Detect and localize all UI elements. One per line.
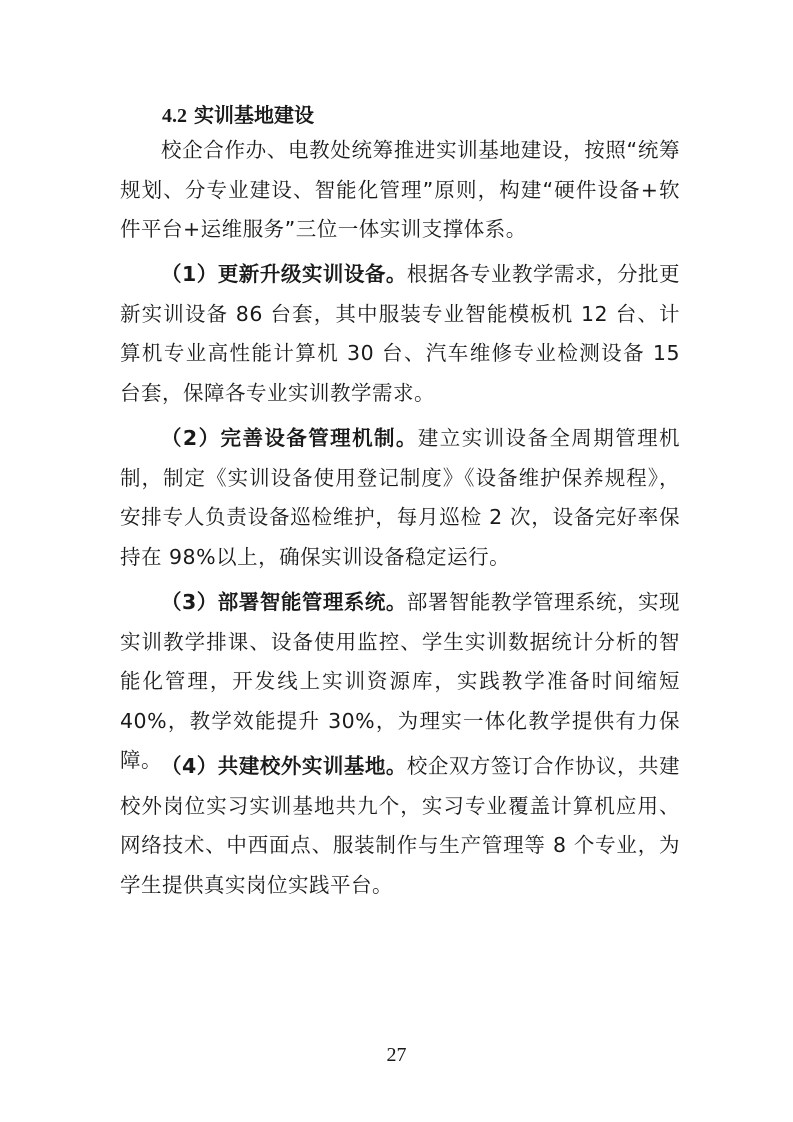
paragraph-text: 建立实训设备全周期管理机制，制定《实训设备使用登记制度》《设备维护保养规程》，安排专人负责设备巡检维护，每月巡检 2 次，设备完好率保持在 98%以上，确保实训设备稳定运行。 bbox=[120, 426, 680, 569]
paragraph-text: 校企合作办、电教处统筹推进实训基地建设，按照“统筹规划、分专业建设、智能化管理”原则，构建“硬件设备+软件平台+运维服务”三位一体实训支撑体系。 bbox=[120, 138, 680, 241]
section-heading bbox=[162, 101, 314, 130]
paragraph-text: 根据各专业教学需求，分批更新实训设备 86 台套，其中服装专业智能模板机 12 台、计算机专业高性能计算机 30 台、汽车维修专业检测设备 15 台套，保障各专业实训教学需求。 bbox=[120, 262, 681, 405]
paragraph-management-mechanism bbox=[120, 419, 680, 577]
intro-paragraph bbox=[120, 131, 680, 250]
page-number: 27 bbox=[386, 1044, 407, 1066]
section-number: 4.2 bbox=[162, 105, 187, 127]
paragraph-lead: （3）部署智能管理系统。 bbox=[161, 590, 407, 614]
paragraph-external-base bbox=[120, 747, 680, 905]
paragraph-equipment-upgrade bbox=[120, 255, 680, 413]
paragraph-lead: （2）完善设备管理机制。 bbox=[161, 426, 418, 450]
paragraph-text: 校企双方签订合作协议，共建校外岗位实习实训基地共九个，实习专业覆盖计算机应用、网络技术、中西面点、服装制作与生产管理等 8 个专业，为学生提供真实岗位实践平台。 bbox=[120, 754, 681, 897]
paragraph-lead: （4）共建校外实训基地。 bbox=[161, 754, 407, 778]
paragraph-text: 部署智能教学管理系统，实现实训教学排课、设备使用监控、学生实训数据统计分析的智能化管理，开发线上实训资源库，实践教学准备时间缩短 40%，教学效能提升 30%，为理实一体化教学提供有力保障。 bbox=[120, 590, 681, 772]
section-title: 实训基地建设 bbox=[193, 103, 314, 127]
paragraph-lead: （1）更新升级实训设备。 bbox=[161, 262, 407, 286]
